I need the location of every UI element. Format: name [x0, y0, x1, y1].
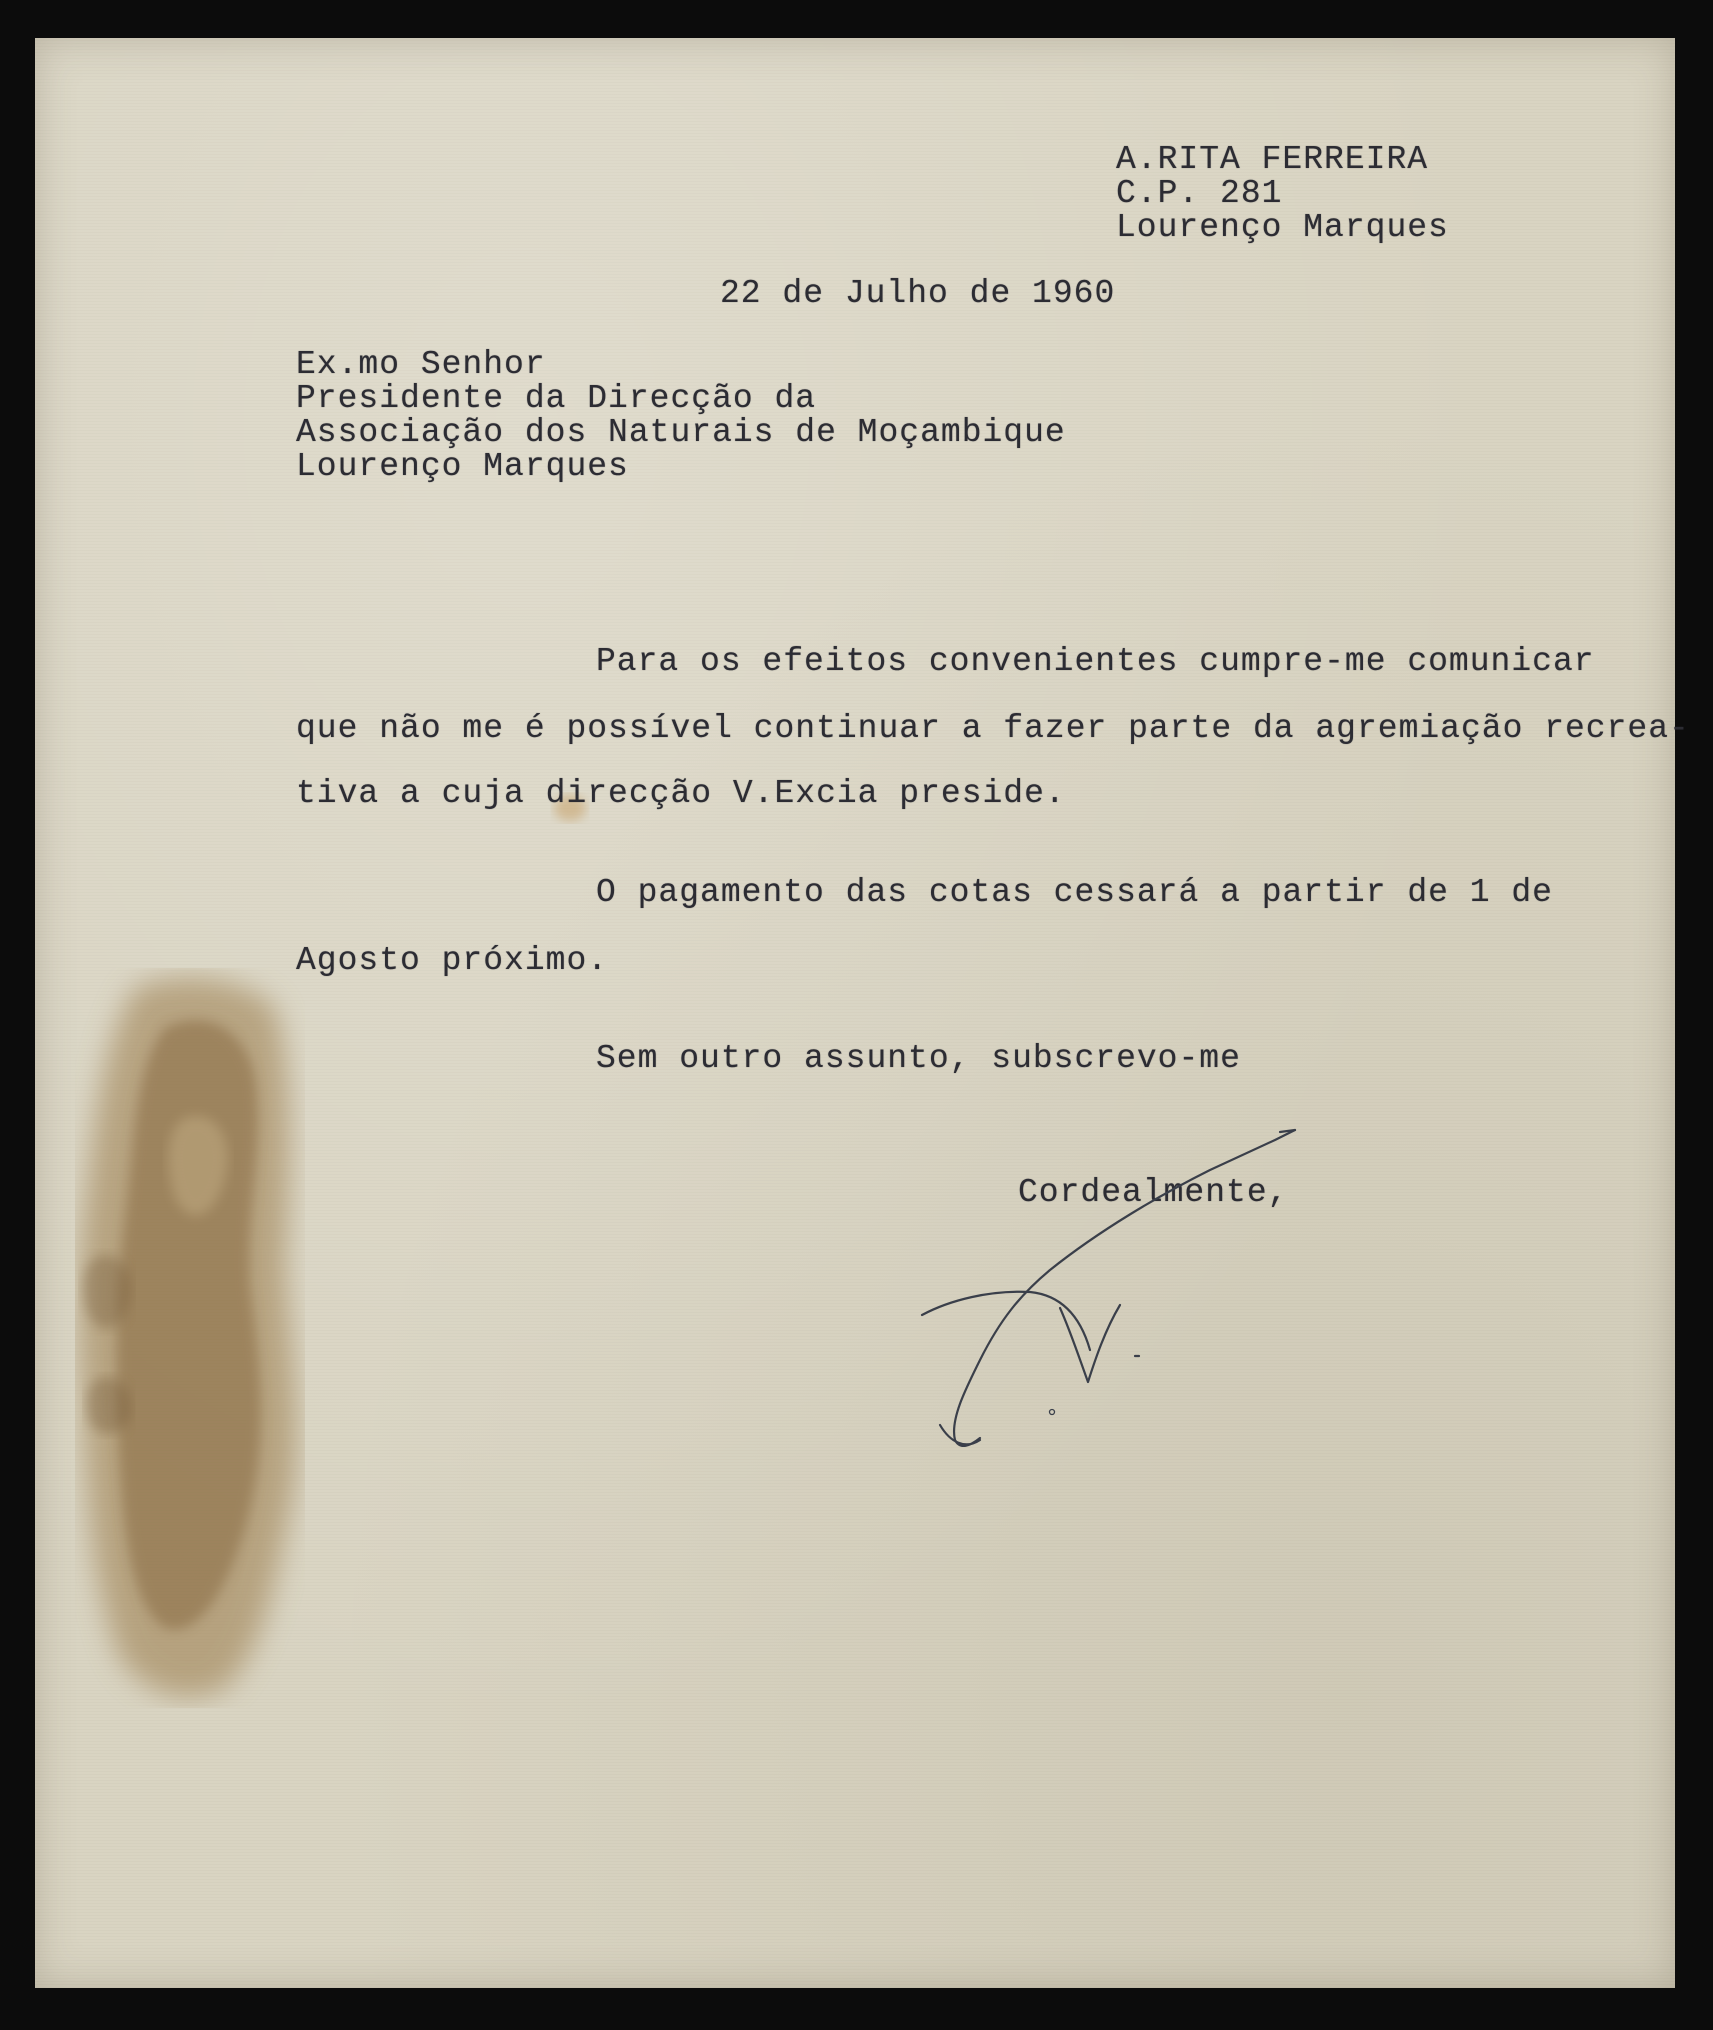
body-paragraph-1-line-2: que não me é possível continuar a fazer parte da agremiação recrea-	[296, 710, 1690, 747]
sender-city: Lourenço Marques	[1116, 209, 1449, 246]
body-paragraph-2-line-1: O pagamento das cotas cessará a partir de 1 de	[596, 874, 1553, 911]
body-paragraph-3-line-1: Sem outro assunto, subscrevo-me	[596, 1040, 1241, 1077]
letter-paper	[35, 38, 1675, 1988]
closing-text: Cordealmente,	[1018, 1174, 1289, 1211]
recipient-organization: Associação dos Naturais de Moçambique	[296, 414, 1066, 451]
body-paragraph-1-line-1: Para os efeitos convenientes cumpre-me comunicar	[596, 643, 1595, 680]
recipient-title: Presidente da Direcção da	[296, 380, 817, 417]
water-stain	[75, 968, 305, 1708]
sender-box: C.P. 281	[1116, 175, 1283, 212]
scan-border	[0, 1988, 1713, 2030]
body-paragraph-2-line-2: Agosto próximo.	[296, 942, 609, 979]
sender-name: A.RITA FERREIRA	[1116, 141, 1429, 178]
letter-date: 22 de Julho de 1960	[720, 275, 1116, 312]
recipient-city: Lourenço Marques	[296, 448, 629, 485]
recipient-salutation: Ex.mo Senhor	[296, 346, 546, 383]
body-paragraph-1-line-3: tiva a cuja direcção V.Excia preside.	[296, 775, 1066, 812]
handwritten-signature	[910, 1120, 1320, 1460]
